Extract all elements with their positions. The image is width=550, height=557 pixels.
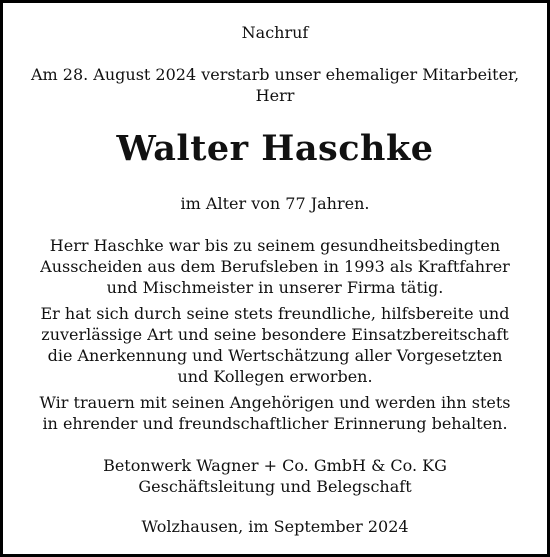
paragraph-1-line-2: Ausscheiden aus dem Berufsleben in 1993 als Kraftfahrer [40,257,510,276]
deceased-name: Walter Haschke [116,128,434,169]
notice-heading: Nachruf [241,23,309,42]
paragraph-1-line-3: und Mischmeister in unserer Firma tätig. [106,278,444,297]
paragraph-2-line-1: Er hat sich durch seine stets freundliche, hilfsbereite und [40,304,510,323]
intro-line-2: Herr [255,86,295,105]
paragraph-2-line-4: und Kollegen erworben. [177,367,373,386]
paragraph-2-line-3: die Anerkennung und Wertschätzung aller Vorgesetzten [47,346,503,365]
signature-department: Geschäftsleitung und Belegschaft [138,477,412,496]
place-date: Wolzhausen, im September 2024 [141,517,409,536]
paragraph-3-line-1: Wir trauern mit seinen Angehörigen und werden ihn stets [39,393,511,412]
paragraph-2-line-2: zuverlässige Art und seine besondere Einsatzbereitschaft [41,325,509,344]
signature-company: Betonwerk Wagner + Co. GmbH & Co. KG [103,456,447,475]
paragraph-3-line-2: in ehrender und freundschaftlicher Erinnerung behalten. [42,414,508,433]
intro-line-1: Am 28. August 2024 verstarb unser ehemaliger Mitarbeiter, [30,65,520,84]
paragraph-1-line-1: Herr Haschke war bis zu seinem gesundheitsbedingten [49,236,501,255]
age-line: im Alter von 77 Jahren. [180,194,370,213]
